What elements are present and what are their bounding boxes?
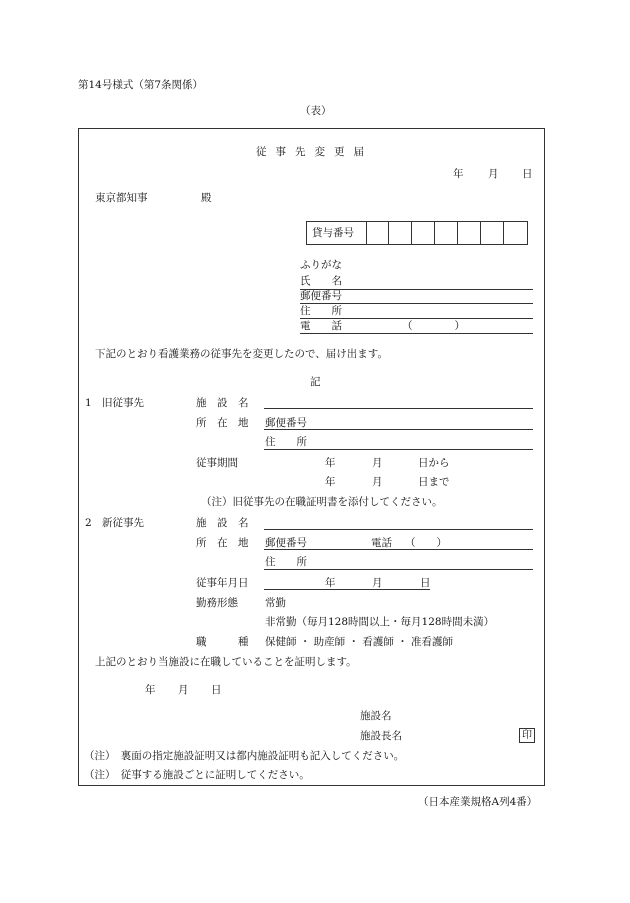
- new-postal-label: 郵便番号: [265, 537, 307, 549]
- date-day-label: 日: [522, 168, 533, 180]
- new-address-line[interactable]: [264, 569, 533, 570]
- old-postal-label: 郵便番号: [265, 417, 307, 429]
- new-date-year: 年: [325, 577, 336, 589]
- new-facility-label: 施 設 名: [196, 517, 249, 529]
- applicant-postal-label: 郵便番号: [300, 290, 342, 302]
- old-number: 1: [85, 397, 92, 409]
- applicant-phone-line[interactable]: [300, 333, 533, 334]
- furigana-label: ふりがな: [300, 259, 342, 271]
- new-parttime-option[interactable]: 非常勤（毎月128時間以上・毎月128時間未満）: [265, 616, 495, 628]
- old-location-label: 所 在 地: [196, 417, 249, 429]
- loan-number-cell[interactable]: [435, 221, 458, 244]
- certify-year: 年: [145, 684, 156, 696]
- old-to-year: 年: [325, 476, 336, 488]
- loan-number-cell[interactable]: [389, 221, 412, 244]
- old-from-suffix: 日から: [418, 457, 450, 469]
- note-2: （注） 従事する施設ごとに証明してください。: [84, 769, 310, 781]
- addressee-honorific: 殿: [201, 192, 212, 204]
- applicant-postal-line[interactable]: [300, 303, 533, 304]
- old-facility-label: 施 設 名: [196, 397, 249, 409]
- note-1: （注） 裏面の指定施設証明又は都内施設証明も記入してください。: [84, 750, 405, 762]
- facility-head-label: 施設長名: [360, 730, 402, 742]
- form-number: 第14号様式（第7条関係）: [78, 79, 204, 91]
- new-phone-paren: （ ）: [405, 537, 447, 549]
- new-date-label: 従事年月日: [196, 577, 249, 589]
- new-location-label: 所 在 地: [196, 537, 249, 549]
- statement-text: 下記のとおり看護業務の従事先を変更したので、届け出ます。: [95, 348, 388, 360]
- loan-number-cell[interactable]: [366, 221, 389, 244]
- new-date-month: 月: [372, 577, 383, 589]
- old-from-month: 月: [372, 457, 383, 469]
- old-address-label: 住 所: [265, 436, 307, 448]
- applicant-name-label: 氏 名: [300, 275, 342, 287]
- new-fulltime-option[interactable]: 常勤: [265, 597, 286, 609]
- new-postal-line[interactable]: [264, 549, 533, 550]
- new-address-label: 住 所: [265, 556, 307, 568]
- old-facility-line[interactable]: [264, 408, 533, 409]
- certify-month: 月: [178, 684, 189, 696]
- facility-name-label: 施設名: [360, 710, 392, 722]
- old-note: （注）旧従事先の在職証明書を添付してください。: [201, 496, 443, 508]
- old-heading: 旧従事先: [102, 397, 144, 409]
- old-address-line[interactable]: [264, 449, 533, 450]
- date-month-label: 月: [488, 168, 499, 180]
- old-from-year: 年: [325, 457, 336, 469]
- new-job-label: 職 種: [196, 636, 249, 648]
- addressee-name: 東京都知事: [95, 192, 148, 204]
- side-label: （表）: [300, 105, 332, 117]
- ki-label: 記: [310, 376, 321, 388]
- date-year-label: 年: [453, 168, 464, 180]
- new-date-day: 日: [420, 577, 431, 589]
- applicant-phone-label: 電 話: [300, 320, 342, 332]
- old-to-suffix: 日まで: [418, 476, 450, 488]
- new-heading: 新従事先: [102, 517, 144, 529]
- applicant-phone-paren: （ ）: [402, 320, 465, 332]
- certify-text: 上記のとおり当施設に在職していることを証明します。: [95, 656, 357, 668]
- new-number: 2: [85, 517, 92, 529]
- form-title: 従事先変更届: [256, 146, 373, 158]
- new-job-options[interactable]: 保健師 ・ 助産師 ・ 看護師 ・ 准看護師: [265, 636, 454, 648]
- new-work-form-label: 勤務形態: [196, 597, 238, 609]
- loan-number-cell[interactable]: [504, 221, 527, 244]
- new-phone-label: 電話: [371, 537, 392, 549]
- old-postal-line[interactable]: [264, 429, 533, 430]
- applicant-address-label: 住 所: [300, 305, 342, 317]
- loan-number-cell[interactable]: [458, 221, 481, 244]
- certify-day: 日: [211, 684, 222, 696]
- old-to-month: 月: [372, 476, 383, 488]
- loan-number-cell[interactable]: [481, 221, 504, 244]
- new-facility-line[interactable]: [264, 529, 533, 530]
- applicant-address-line[interactable]: [300, 318, 533, 319]
- paper-size: （日本産業規格A列4番）: [418, 796, 538, 808]
- loan-number-cell[interactable]: [412, 221, 435, 244]
- new-date-line[interactable]: [264, 589, 430, 590]
- old-period-label: 従事期間: [196, 457, 238, 469]
- loan-number-label: 貸与番号: [312, 227, 354, 239]
- seal-box: 印: [519, 728, 535, 743]
